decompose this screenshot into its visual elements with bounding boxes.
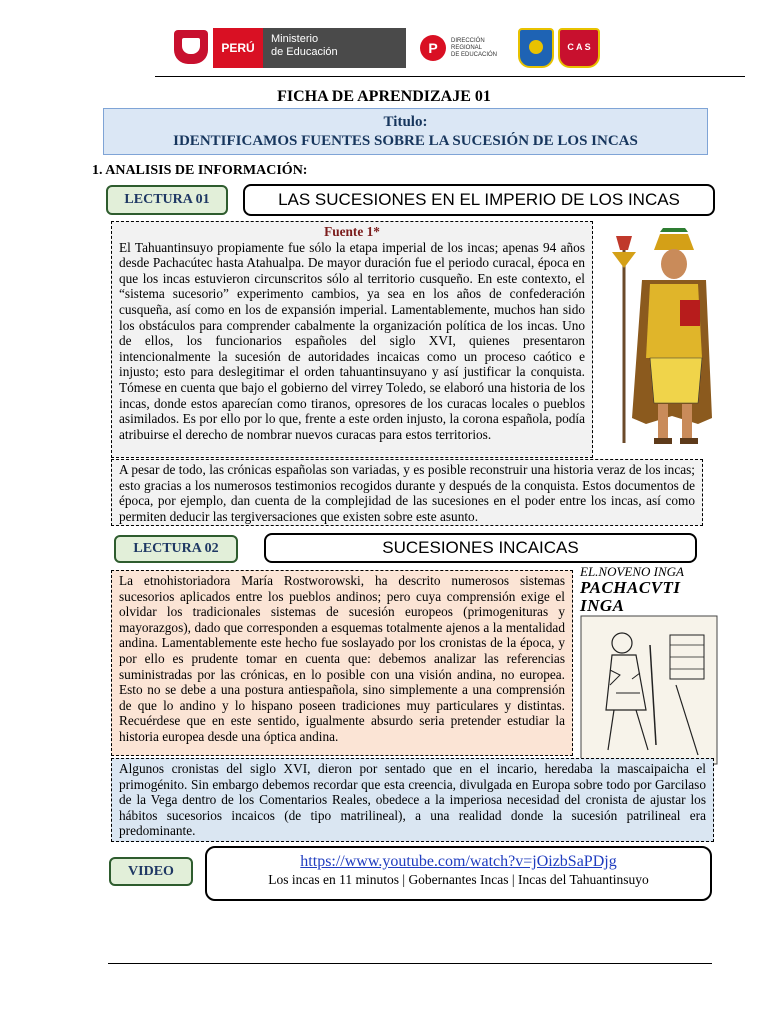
lectura-02-label: LECTURA 02 xyxy=(114,535,238,563)
lectura-02-source-box xyxy=(111,570,573,756)
lectura-01-box-2 xyxy=(111,459,703,526)
video-box xyxy=(205,846,712,901)
lectura-01-label: LECTURA 01 xyxy=(106,185,228,215)
pachacuti-drawing xyxy=(580,615,718,765)
fuente-label: Fuente 1* xyxy=(324,224,380,239)
video-label: VIDEO xyxy=(109,857,193,886)
video-link[interactable]: https://www.youtube.com/watch?v=jOizbSaPDjg xyxy=(300,853,617,870)
lectura-01-paragraph-1: El Tahuantinsuyo propiamente fue sólo la etapa imperial de los incas; apenas 94 años desde Pachacútec hasta Atahualpa. De mayor duración fue el periodo curacal, época en que los incas estuvieron circunscritos sólo al territorio cusqueño. En este contexto, el “sistema sucesorio” experimento cambios, ya sea en los años de confederación cusqueña, así como en los de expansión imperial. Lamentablemente, muchos han sido los obstáculos para comprender cabalmente la organización política de los incas. Uno de ellos, los funcionarios españoles del siglo XVI, quienes presentaron intencionalmente la sucesión de autoridades incaicas como un proceso caótico e injusto; esto para deslegitimar el orden tahuantinsuyano y así justificar la conquista. Tómese en cuenta que bajo el gobierno del virrey Toledo, se elaboró una historia de los incas, donde estos aparecían como tiranos, opresores de los curacas locales o pueblos asimilados. Es por ello por lo que, frente a este orden injusto, la corona española, podía atribuirse el derecho de nombrar nuevos curacas para estos territorios. xyxy=(119,239,585,442)
minedu-logo xyxy=(213,28,406,68)
title-text: IDENTIFICAMOS FUENTES SOBRE LA SUCESIÓN DE LOS INCAS xyxy=(173,133,638,149)
header-rule xyxy=(155,76,745,77)
pachacuti-illustration: EL.NOVENO INGA PACHACVTI INGA xyxy=(580,565,718,750)
minedu-name: Ministerio de Educación xyxy=(263,28,406,68)
title-box xyxy=(103,108,708,155)
regional-crest-logo xyxy=(518,28,554,68)
lectura-02-paragraph-2: Algunos cronistas del siglo XVI, dieron por sentado que en el incario, heredaba la mascaipaicha el primogénito. Sin embargo debemos recordar que esta creencia, divulgada en Europa sobre todo por Garcilaso de la Vega dentro de los Comentarios Reales, obedece a la imperiosa necesidad del cronista de ajustar los hábitos sucesorios incaicos (de tipo matrilineal), a una realidad donde la sucesión patrilineal era predominante. xyxy=(119,761,706,839)
school-crest-logo: C A S xyxy=(558,28,600,68)
dre-logo-text: DIRECCIÓN REGIONAL DE EDUCACIÓN xyxy=(451,37,498,58)
dre-logo-icon: P xyxy=(420,35,446,61)
video-description: Los incas en 11 minutos | Gobernantes Incas | Incas del Tahuantinsuyo xyxy=(268,872,649,887)
lectura-02-box-2 xyxy=(111,758,714,842)
section-heading: 1. ANALISIS DE INFORMACIÓN: xyxy=(92,163,308,178)
lectura-02-heading: SUCESIONES INCAICAS xyxy=(264,533,697,563)
footer-rule xyxy=(108,963,712,964)
dre-logo xyxy=(420,30,510,66)
lectura-01-paragraph-2: A pesar de todo, las crónicas españolas son variadas, y es posible reconstruir una historia veraz de los incas; esto gracias a los numerosos testimonios recogidos durante y después de la conquista. Estos documentos de época, por ejemplo, dan cuenta de la complejidad de las sucesiones en el poder entre los incas, así como permiten deducir las tergiversaciones que existen sobre este asunto. xyxy=(119,462,695,524)
minedu-country: PERÚ xyxy=(213,28,263,68)
peru-shield-logo xyxy=(174,30,208,64)
lectura-01-source-box xyxy=(111,221,593,458)
inca-ruler-illustration xyxy=(602,228,712,450)
lectura-02-paragraph-1: La etnohistoriadora María Rostworowski, ha descrito numerosos sistemas sucesorios aplicados entre los pueblos andinos; pero cuya comprensión exige el olvidar los tradicionales sistemas de sucesión europeos (primogenituras y mayorazgos), dado que corresponden a esquemas totalmente ajenos a la mentalidad andina. Lamentablemente este hecho fue soslayado por los cronistas de la época, y por ello es prudente tomar en cuenta que: debemos analizar las referencias suministradas por las crónicas, en lo posible con una visión andina, no europea. Esto no se debe a una postura antiespañola, sino simplemente a una comprensión de que lo andino y lo hispano poseen tradiciones muy particulares y distintas. Recuérdese que en este sentido, igualmente absurdo seria pretender estudiar la historia europea desde una óptica andina. xyxy=(119,573,565,744)
document-title: FICHA DE APRENDIZAJE 01 xyxy=(277,88,491,105)
lectura-01-heading: LAS SUCESIONES EN EL IMPERIO DE LOS INCAS xyxy=(243,184,715,216)
title-label: Titulo: xyxy=(383,114,428,130)
